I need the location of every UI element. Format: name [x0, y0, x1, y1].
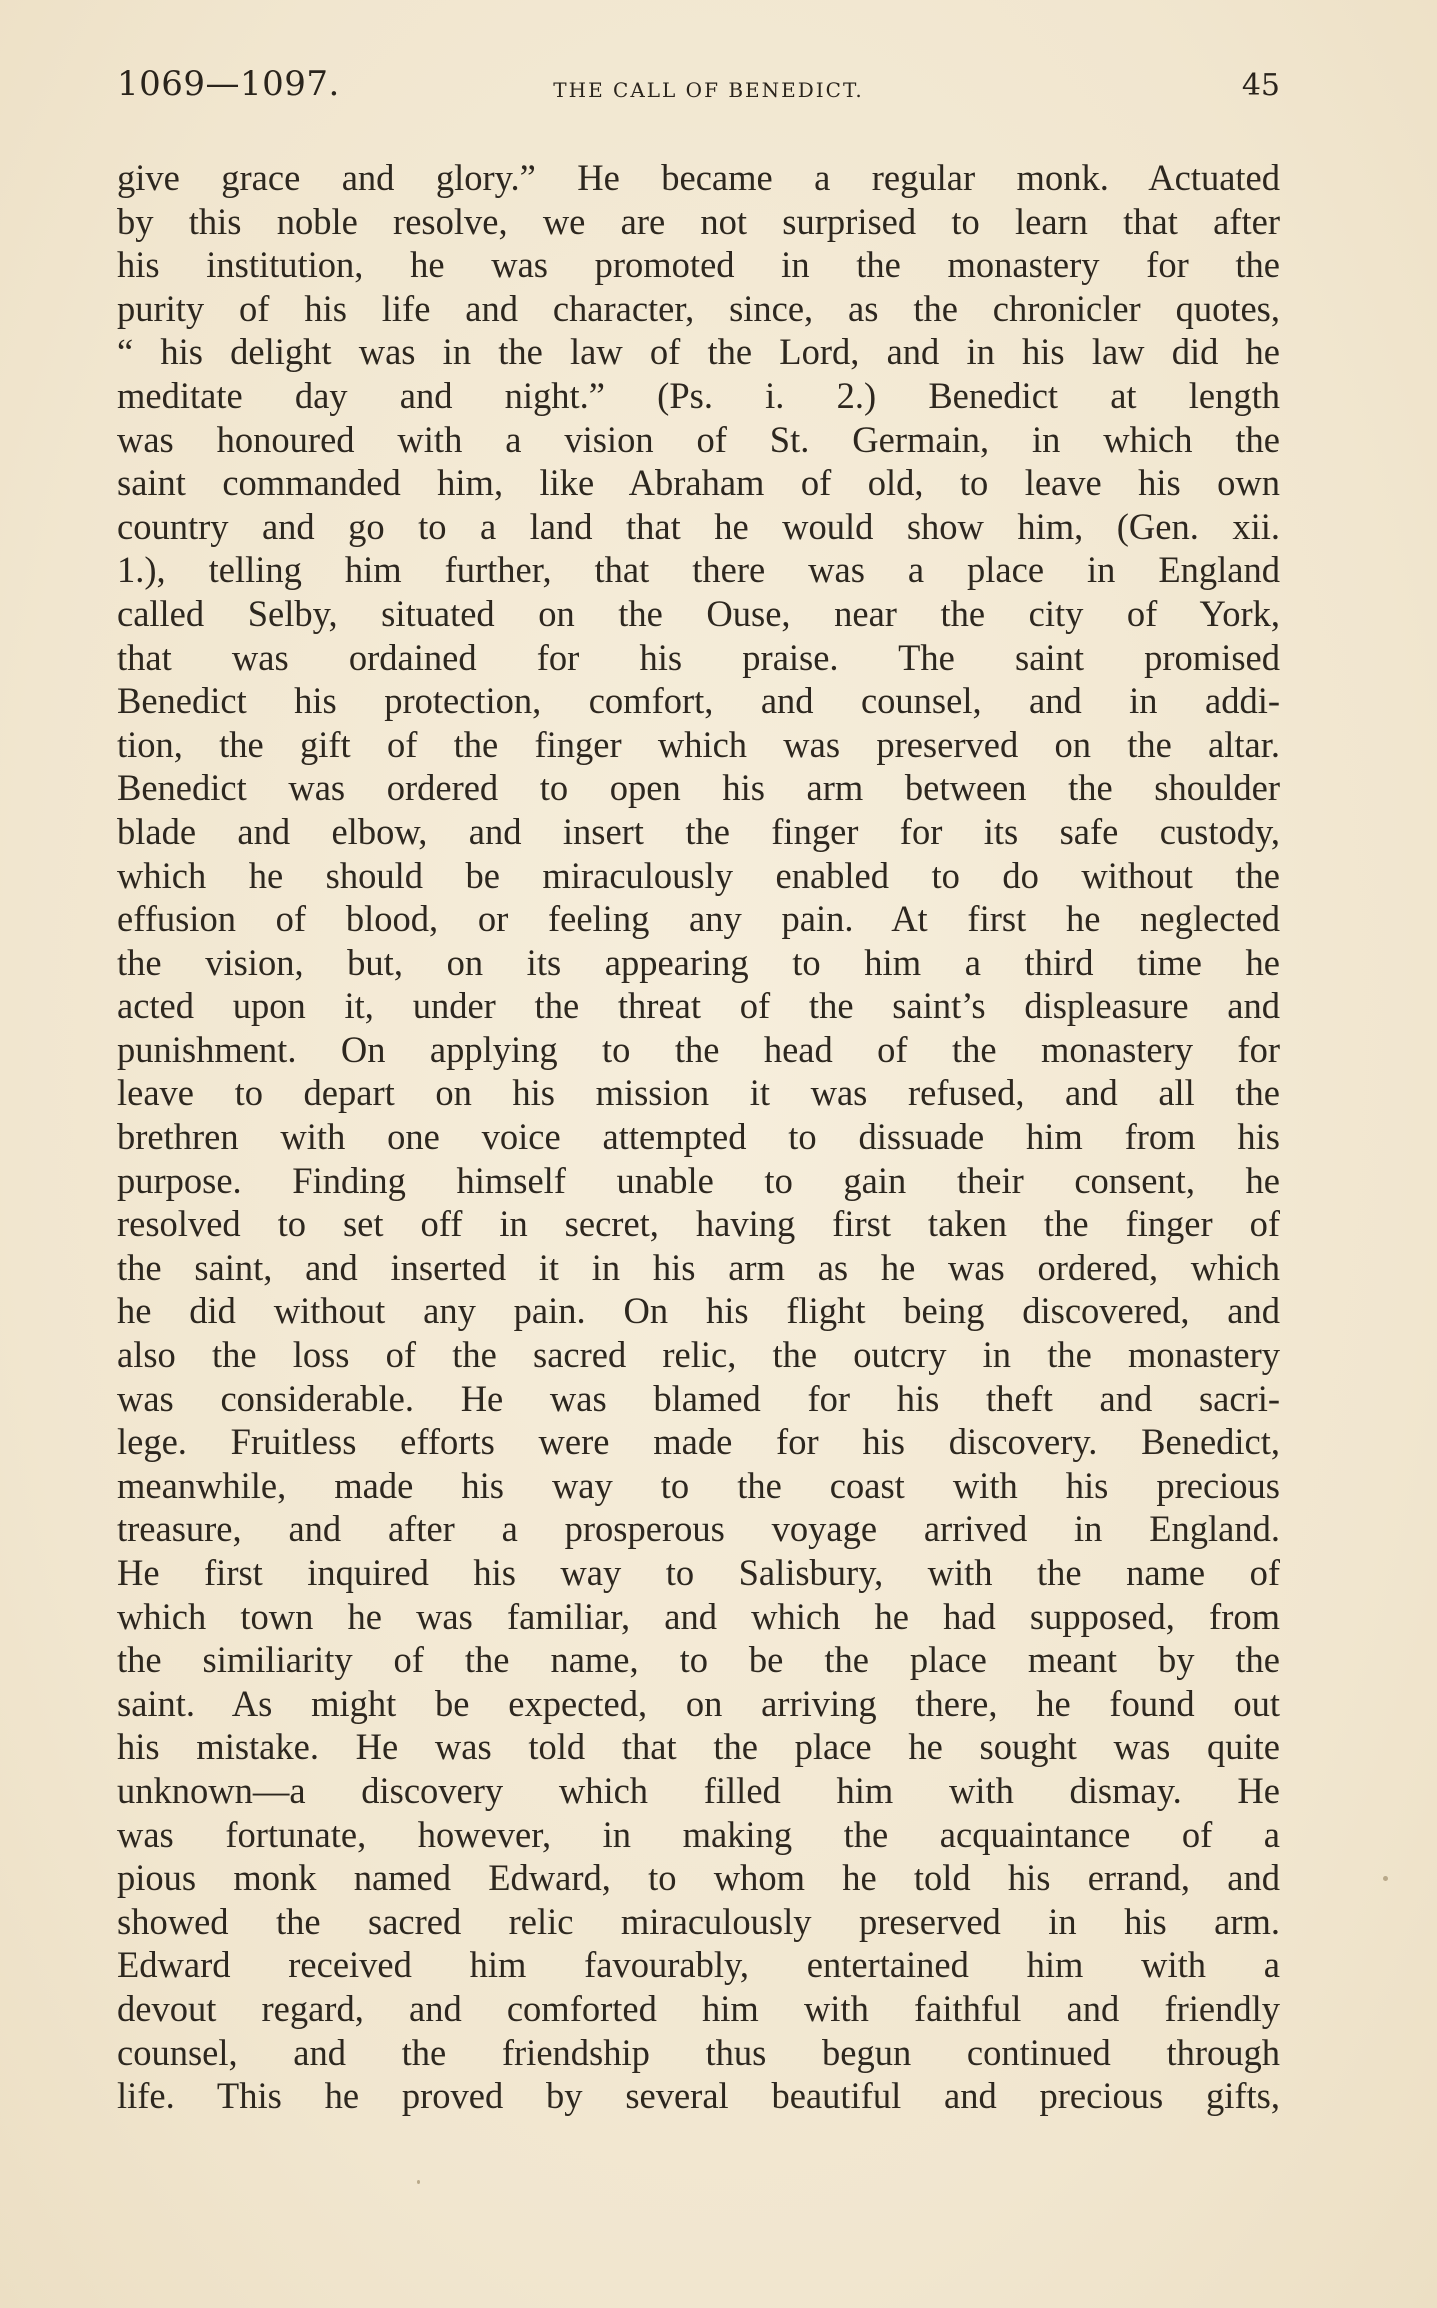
text-line: which town he was familiar, and which he had supposed, from — [117, 1595, 1280, 1637]
text-line: pious monk named Edward, to whom he told his errand, and — [117, 1857, 1280, 1899]
text-line: tion, the gift of the finger which was preserved on the altar. — [117, 723, 1280, 765]
text-line: his institution, he was promoted in the monastery for the — [117, 244, 1280, 286]
text-line: 1.), telling him further, that there was a place in England — [117, 549, 1280, 591]
text-line: the vision, but, on its appearing to him a third time he — [117, 941, 1280, 983]
text-line: acted upon it, under the threat of the saint’s displeasure and — [117, 985, 1280, 1027]
text-line: was fortunate, however, in making the acquaintance of a — [117, 1813, 1280, 1855]
text-line: devout regard, and comforted him with faithful and friendly — [117, 1987, 1280, 2029]
text-line: life. This he proved by several beautiful and precious gifts, — [117, 2075, 1280, 2117]
text-line: purpose. Finding himself unable to gain their consent, he — [117, 1159, 1280, 1201]
text-line: saint commanded him, like Abraham of old, to leave his own — [117, 462, 1280, 504]
text-line: that was ordained for his praise. The saint promised — [117, 636, 1280, 678]
text-line: was considerable. He was blamed for his theft and sacri- — [117, 1377, 1280, 1419]
paper-speck — [417, 2180, 420, 2184]
text-line: meditate day and night.” (Ps. i. 2.) Benedict at length — [117, 374, 1280, 416]
text-line: Benedict was ordered to open his arm between the shoulder — [117, 767, 1280, 809]
text-line: country and go to a land that he would show him, (Gen. xii. — [117, 505, 1280, 547]
text-line: by this noble resolve, we are not surprised to learn that after — [117, 200, 1280, 242]
text-line: was honoured with a vision of St. Germain, in which the — [117, 418, 1280, 460]
text-line: which he should be miraculously enabled to do without the — [117, 854, 1280, 896]
text-line: the saint, and inserted it in his arm as he was ordered, which — [117, 1246, 1280, 1288]
text-line: brethren with one voice attempted to dissuade him from his — [117, 1116, 1280, 1158]
text-line: showed the sacred relic miraculously preserved in his arm. — [117, 1900, 1280, 1942]
text-line: the similiarity of the name, to be the place meant by the — [117, 1639, 1280, 1681]
text-line: Benedict his protection, comfort, and counsel, and in addi- — [117, 680, 1280, 722]
text-line: called Selby, situated on the Ouse, near the city of York, — [117, 592, 1280, 634]
text-line: counsel, and the friendship thus begun continued through — [117, 2031, 1280, 2073]
text-line: lege. Fruitless efforts were made for his discovery. Benedict, — [117, 1421, 1280, 1463]
text-line: his mistake. He was told that the place he sought was quite — [117, 1726, 1280, 1768]
text-line: give grace and glory.” He became a regular monk. Actuated — [117, 157, 1280, 198]
text-line: resolved to set off in secret, having first taken the finger of — [117, 1203, 1280, 1245]
text-line: treasure, and after a prosperous voyage arrived in England. — [117, 1508, 1280, 1550]
paper-speck — [1383, 1876, 1388, 1881]
text-line: Edward received him favourably, entertained him with a — [117, 1944, 1280, 1986]
date-range: 1069—1097. — [117, 64, 340, 104]
text-line: “ his delight was in the law of the Lord, and in his law did he — [117, 331, 1280, 373]
text-line: He first inquired his way to Salisbury, with the name of — [117, 1552, 1280, 1593]
text-line: saint. As might be expected, on arriving there, he found out — [117, 1682, 1280, 1724]
text-line: also the loss of the sacred relic, the outcry in the monastery — [117, 1334, 1280, 1376]
text-line: leave to depart on his mission it was refused, and all the — [117, 1072, 1280, 1114]
text-line: he did without any pain. On his flight being discovered, and — [117, 1290, 1280, 1332]
text-line: unknown—a discovery which filled him with dismay. He — [117, 1769, 1280, 1811]
text-line: blade and elbow, and insert the finger for its safe custody, — [117, 810, 1280, 852]
text-line: punishment. On applying to the head of the monastery for — [117, 1028, 1280, 1070]
chapter-title: THE CALL OF BENEDICT. — [553, 78, 864, 102]
running-head — [117, 64, 1280, 114]
text-line: purity of his life and character, since, as the chronicler quotes, — [117, 287, 1280, 329]
text-line: meanwhile, made his way to the coast with his precious — [117, 1464, 1280, 1506]
page-number: 45 — [1241, 68, 1280, 103]
text-line: effusion of blood, or feeling any pain. At first he neglected — [117, 898, 1280, 940]
body-text — [117, 156, 1280, 2118]
